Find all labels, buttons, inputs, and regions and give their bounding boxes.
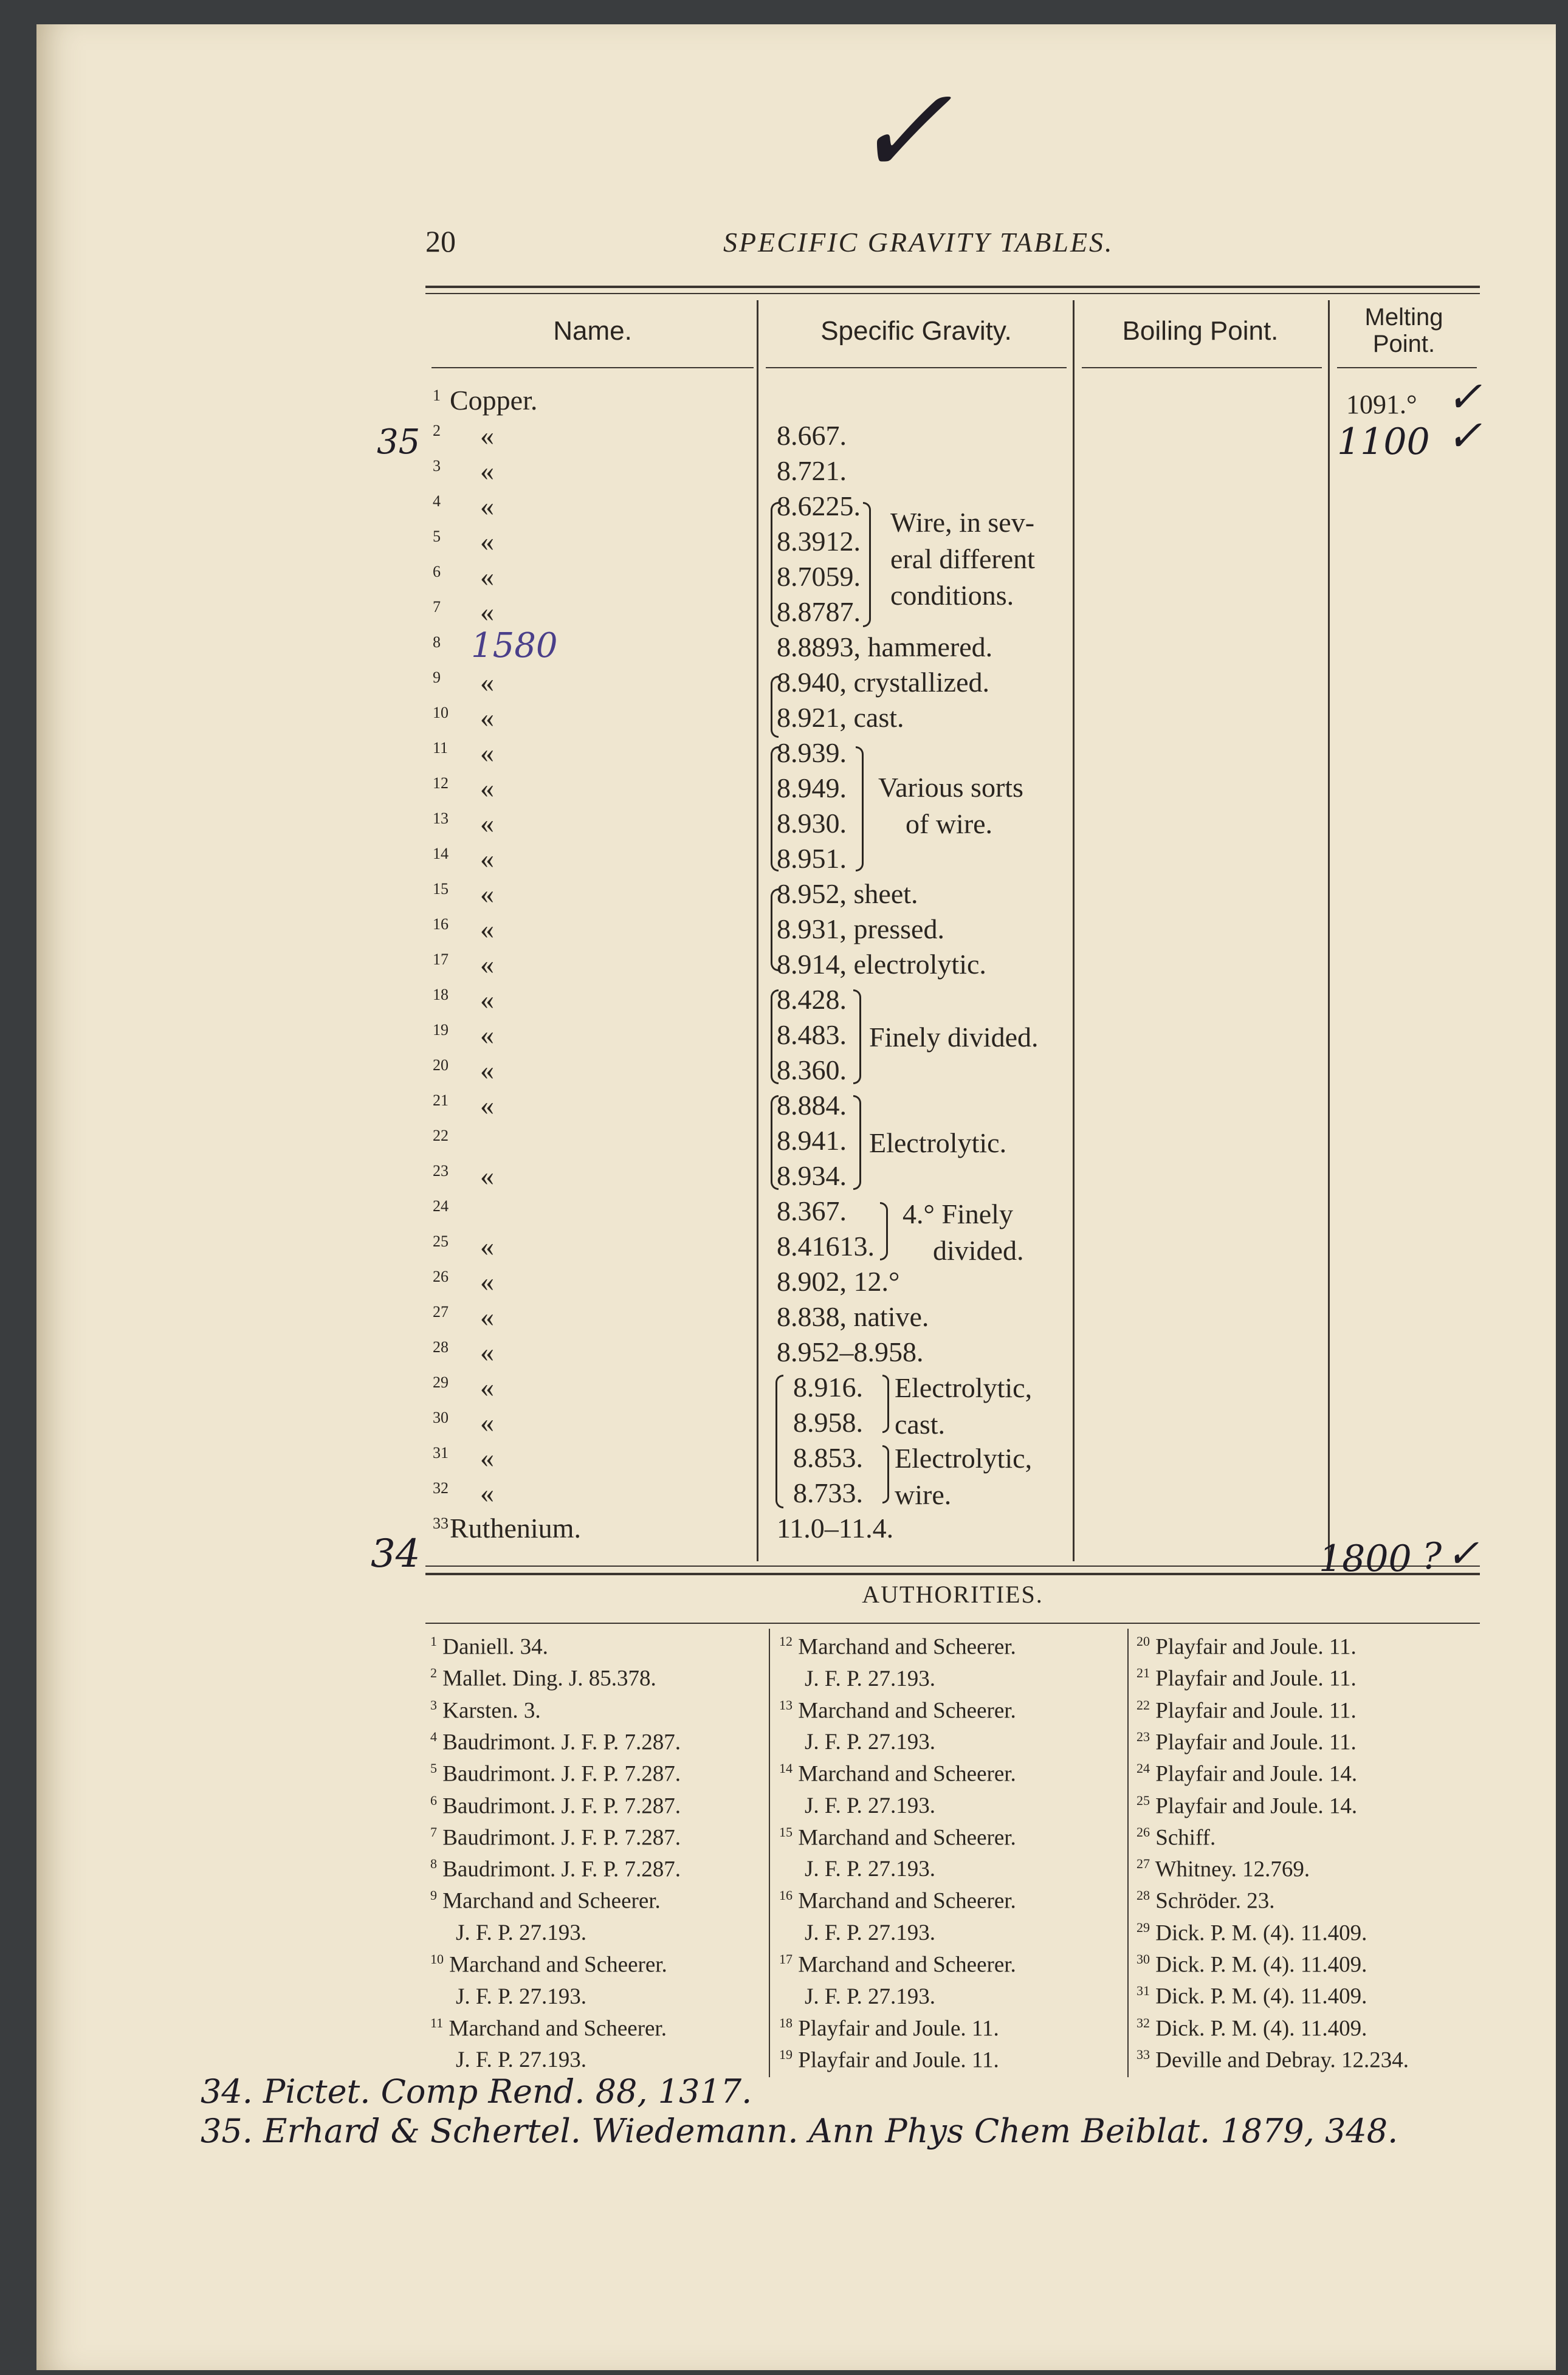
authority-text: Playfair and Joule. 11. bbox=[1155, 1697, 1357, 1723]
authority-text: Baudrimont. J. F. P. 7.287. bbox=[442, 1730, 681, 1755]
authority-text: Marchand and Scheerer. bbox=[798, 1697, 1016, 1723]
row-specific-gravity: 8.483. bbox=[777, 1019, 847, 1050]
authority-entry bbox=[779, 1888, 1016, 1914]
authority-number: 18 bbox=[779, 2015, 793, 2030]
row-number: 13 bbox=[433, 809, 449, 827]
authority-entry bbox=[1136, 1856, 1310, 1882]
row-specific-gravity: 8.930. bbox=[777, 808, 847, 839]
row-number: 32 bbox=[433, 1479, 449, 1497]
authority-text: Marchand and Scheerer. bbox=[442, 1888, 661, 1914]
row-number: 5 bbox=[433, 528, 441, 545]
row-name: « bbox=[480, 1160, 494, 1191]
row-name: « bbox=[480, 878, 494, 909]
header-underline-2 bbox=[766, 367, 1067, 368]
authority-number: 11 bbox=[430, 2015, 444, 2030]
authority-number: 1 bbox=[430, 1634, 437, 1649]
authorities-divider-1 bbox=[769, 1629, 770, 2077]
authority-text: Playfair and Joule. 11. bbox=[798, 2047, 999, 2073]
row-name: « bbox=[480, 1054, 494, 1085]
authority-entry bbox=[779, 1856, 935, 1882]
authority-text: Marchand and Scheerer. bbox=[798, 1825, 1016, 1851]
authority-entry bbox=[1136, 1824, 1216, 1851]
row-specific-gravity: 8.958. bbox=[793, 1407, 863, 1438]
row-name: « bbox=[480, 1372, 494, 1403]
authority-number: 28 bbox=[1136, 1888, 1150, 1903]
authority-number: 24 bbox=[1136, 1761, 1150, 1776]
row-name: « bbox=[480, 984, 494, 1015]
authority-text: Dick. P. M. (4). 11.409. bbox=[1155, 1920, 1367, 1946]
note-four-deg-finely: 4.° Finely divided. bbox=[903, 1198, 1024, 1266]
brace-right-1 bbox=[863, 502, 871, 627]
authority-text: J. F. P. 27.193. bbox=[805, 1984, 935, 2009]
authority-number: 5 bbox=[430, 1761, 437, 1776]
authority-entry bbox=[430, 2015, 667, 2041]
header-underline-1 bbox=[432, 367, 754, 368]
note-electrolytic: Electrolytic. bbox=[869, 1127, 1007, 1158]
mp-copper: 1091.° bbox=[1346, 390, 1417, 419]
authority-number: 13 bbox=[779, 1697, 793, 1713]
authority-entry bbox=[779, 2015, 999, 2041]
handwritten-row8-note: 1580 bbox=[471, 626, 558, 665]
handwritten-mp-1800: 1800 bbox=[1319, 1538, 1412, 1580]
authority-number: 17 bbox=[779, 1951, 793, 1967]
row-number: 24 bbox=[433, 1197, 449, 1215]
row-name: « bbox=[480, 667, 494, 698]
row-specific-gravity: 8.952–8.958. bbox=[777, 1336, 924, 1367]
authority-entry bbox=[1136, 1729, 1357, 1755]
brace-left-1 bbox=[771, 502, 779, 627]
row-name: « bbox=[480, 596, 494, 627]
authority-entry bbox=[430, 1983, 586, 2009]
note-electrolytic-wire: Electrolytic, wire. bbox=[895, 1443, 1033, 1510]
authority-text: Baudrimont. J. F. P. 7.287. bbox=[442, 1761, 681, 1787]
authority-entry bbox=[430, 1793, 681, 1819]
brace-left-5 bbox=[771, 989, 779, 1084]
authority-entry bbox=[779, 1634, 1016, 1660]
authority-text: Dick. P. M. (4). 11.409. bbox=[1155, 1984, 1367, 2009]
row-number: 16 bbox=[433, 915, 449, 933]
authority-entry bbox=[1136, 1697, 1357, 1724]
authority-number: 33 bbox=[1136, 2046, 1150, 2062]
authority-text: J. F. P. 27.193. bbox=[805, 1666, 935, 1691]
row-name: Ruthenium. bbox=[450, 1513, 581, 1544]
authority-entry bbox=[779, 1697, 1016, 1724]
authority-text: Mallet. Ding. J. 85.378. bbox=[442, 1666, 656, 1691]
authority-entry bbox=[779, 1824, 1016, 1851]
row-name: « bbox=[480, 1477, 494, 1508]
row-name: « bbox=[480, 1442, 494, 1473]
authority-text: Baudrimont. J. F. P. 7.287. bbox=[442, 1825, 681, 1851]
brace-right-9 bbox=[882, 1445, 889, 1504]
row-specific-gravity: 8.667. bbox=[777, 420, 847, 451]
authority-entry bbox=[430, 1856, 681, 1882]
row-number: 9 bbox=[433, 669, 441, 686]
authority-text: J. F. P. 27.193. bbox=[456, 2047, 586, 2073]
handwritten-mp-1100: 1100 bbox=[1337, 421, 1430, 463]
authority-entry bbox=[430, 1634, 548, 1660]
authority-entry bbox=[1136, 1951, 1367, 1978]
row-number: 17 bbox=[433, 950, 449, 968]
row-name: « bbox=[480, 420, 494, 451]
authority-text: Playfair and Joule. 11. bbox=[1155, 1730, 1357, 1755]
handwritten-margin-34: 34 bbox=[371, 1531, 421, 1576]
authority-text: J. F. P. 27.193. bbox=[805, 1857, 935, 1882]
row-specific-gravity: 8.367. bbox=[777, 1195, 847, 1226]
handwritten-footnote-35: 35. Erhard & Schertel. Wiedemann. Ann Phys Chem Beiblat. 1879, 348. bbox=[201, 2112, 1398, 2150]
row-number: 11 bbox=[433, 739, 449, 757]
row-specific-gravity: 8.853. bbox=[793, 1442, 863, 1473]
check-mark-icon: ✓ bbox=[1446, 1531, 1479, 1576]
row-specific-gravity: 8.916. bbox=[793, 1372, 863, 1403]
authority-number: 29 bbox=[1136, 1919, 1150, 1935]
row-number: 12 bbox=[433, 774, 449, 792]
row-number: 26 bbox=[433, 1268, 449, 1285]
authority-number: 14 bbox=[779, 1761, 793, 1776]
check-mark-icon: ✓ bbox=[851, 61, 953, 202]
authority-text: J. F. P. 27.193. bbox=[456, 1984, 586, 2009]
authority-entry bbox=[430, 1697, 541, 1724]
row-specific-gravity: 8.8787. bbox=[777, 596, 861, 627]
authority-number: 2 bbox=[430, 1665, 437, 1681]
column-divider-1 bbox=[757, 300, 758, 1561]
authority-entry bbox=[430, 1920, 586, 1946]
table-top-rule bbox=[425, 286, 1480, 288]
column-divider-3 bbox=[1328, 300, 1330, 1561]
authority-entry bbox=[779, 1665, 935, 1691]
authority-entry bbox=[430, 1888, 661, 1914]
row-number: 10 bbox=[433, 704, 449, 721]
row-specific-gravity: 8.428. bbox=[777, 984, 847, 1015]
brace-right-8 bbox=[882, 1375, 889, 1433]
authority-entry bbox=[779, 1951, 1016, 1978]
authority-text: Baudrimont. J. F. P. 7.287. bbox=[442, 1793, 681, 1818]
authority-entry bbox=[779, 2047, 999, 2073]
authority-text: Marchand and Scheerer. bbox=[449, 2015, 667, 2041]
authority-entry bbox=[1136, 1920, 1367, 1946]
authority-number: 9 bbox=[430, 1888, 437, 1903]
row-name: « bbox=[480, 526, 494, 557]
authority-text: Schröder. 23. bbox=[1155, 1888, 1275, 1914]
authority-entry bbox=[1136, 1634, 1357, 1660]
handwritten-margin-35: 35 bbox=[377, 422, 421, 462]
row-specific-gravity: 11.0–11.4. bbox=[777, 1513, 894, 1544]
page-number: 20 bbox=[425, 224, 456, 258]
authority-number: 27 bbox=[1136, 1856, 1150, 1872]
row-name: « bbox=[480, 843, 494, 874]
authority-text: Playfair and Joule. 11. bbox=[1155, 1634, 1357, 1660]
row-specific-gravity: 8.949. bbox=[777, 772, 847, 803]
authorities-rule bbox=[425, 1623, 1480, 1624]
authority-number: 6 bbox=[430, 1792, 437, 1808]
brace-right-3 bbox=[856, 746, 864, 871]
running-title: SPECIFIC GRAVITY TABLES. bbox=[723, 227, 1114, 258]
col-header-name: Name. bbox=[553, 316, 632, 346]
authority-number: 26 bbox=[1136, 1824, 1150, 1840]
row-number: 27 bbox=[433, 1303, 449, 1321]
authority-number: 8 bbox=[430, 1856, 437, 1872]
row-specific-gravity: 8.952, sheet. bbox=[777, 878, 918, 909]
row-specific-gravity: 8.721. bbox=[777, 455, 847, 486]
header-underline-4 bbox=[1337, 367, 1477, 368]
row-name: « bbox=[480, 1407, 494, 1438]
brace-right-5 bbox=[853, 989, 861, 1084]
column-divider-2 bbox=[1073, 300, 1075, 1561]
authority-number: 4 bbox=[430, 1728, 437, 1744]
row-number: 23 bbox=[433, 1162, 449, 1180]
row-specific-gravity: 8.921, cast. bbox=[777, 702, 904, 733]
row-number: 33 bbox=[433, 1514, 449, 1532]
row-number: 20 bbox=[433, 1056, 449, 1074]
row-number: 4 bbox=[433, 492, 441, 510]
authority-text: Marchand and Scheerer. bbox=[798, 1761, 1016, 1787]
authority-number: 25 bbox=[1136, 1792, 1150, 1808]
row-specific-gravity: 8.6225. bbox=[777, 490, 861, 521]
row-specific-gravity: 8.884. bbox=[777, 1090, 847, 1121]
row-specific-gravity: 8.940, crystallized. bbox=[777, 667, 990, 698]
authority-entry bbox=[1136, 2047, 1409, 2073]
row-name: « bbox=[480, 1336, 494, 1367]
authority-entry bbox=[1136, 1761, 1357, 1787]
row-name: « bbox=[480, 1301, 494, 1332]
authority-number: 7 bbox=[430, 1824, 437, 1840]
authority-entry bbox=[1136, 1793, 1357, 1819]
note-finely-divided: Finely divided. bbox=[869, 1022, 1039, 1053]
header-underline-3 bbox=[1082, 367, 1322, 368]
authority-number: 21 bbox=[1136, 1665, 1150, 1681]
row-number: 28 bbox=[433, 1338, 449, 1356]
authority-text: Deville and Debray. 12.234. bbox=[1155, 2047, 1409, 2073]
row-name: « bbox=[480, 702, 494, 733]
brace-right-7 bbox=[880, 1202, 888, 1260]
row-specific-gravity: 8.934. bbox=[777, 1160, 847, 1191]
row-name: « bbox=[480, 949, 494, 980]
authority-text: Playfair and Joule. 14. bbox=[1155, 1793, 1358, 1818]
row-number: 1 bbox=[433, 387, 441, 404]
row-name: « bbox=[480, 490, 494, 521]
row-name: « bbox=[480, 913, 494, 944]
authority-text: Playfair and Joule. 11. bbox=[1155, 1666, 1357, 1691]
row-number: 31 bbox=[433, 1444, 449, 1462]
authority-text: J. F. P. 27.193. bbox=[805, 1920, 935, 1946]
authority-number: 23 bbox=[1136, 1728, 1150, 1744]
authority-text: Marchand and Scheerer. bbox=[798, 1634, 1016, 1660]
row-number: 18 bbox=[433, 986, 449, 1003]
brace-right-6 bbox=[853, 1095, 861, 1190]
authority-entry bbox=[430, 1951, 667, 1978]
authority-text: Whitney. 12.769. bbox=[1155, 1857, 1310, 1882]
authority-text: Marchand and Scheerer. bbox=[798, 1888, 1016, 1914]
col-header-mp: Melting Point. bbox=[1364, 304, 1443, 357]
authorities-divider-2 bbox=[1127, 1629, 1129, 2077]
authority-number: 3 bbox=[430, 1697, 437, 1713]
authority-entry bbox=[779, 1920, 935, 1946]
authority-entry bbox=[430, 1824, 681, 1851]
authority-entry bbox=[430, 2047, 586, 2073]
check-mark-icon: ✓ bbox=[1446, 372, 1482, 422]
row-specific-gravity: 8.733. bbox=[793, 1477, 863, 1508]
row-number: 21 bbox=[433, 1091, 449, 1109]
authority-text: Dick. P. M. (4). 11.409. bbox=[1155, 1952, 1367, 1978]
note-various-wire: Various sorts of wire. bbox=[878, 772, 1023, 839]
authority-number: 10 bbox=[430, 1951, 444, 1967]
row-specific-gravity: 8.951. bbox=[777, 843, 847, 874]
brace-left-3 bbox=[771, 746, 779, 871]
authority-text: J. F. P. 27.193. bbox=[805, 1793, 935, 1818]
row-specific-gravity: 8.914, electrolytic. bbox=[777, 949, 986, 980]
note-wire-several: Wire, in sev- eral different conditions. bbox=[890, 507, 1035, 611]
row-name: « bbox=[480, 1090, 494, 1121]
row-name: « bbox=[480, 1019, 494, 1050]
row-name: « bbox=[480, 561, 494, 592]
authority-entry bbox=[779, 1983, 935, 2009]
authority-text: J. F. P. 27.193. bbox=[456, 1920, 586, 1946]
row-number: 30 bbox=[433, 1409, 449, 1426]
brace-left-2 bbox=[771, 676, 779, 738]
row-number: 6 bbox=[433, 563, 441, 580]
row-number: 22 bbox=[433, 1127, 449, 1144]
authority-entry bbox=[779, 1793, 935, 1819]
table-top-rule-2 bbox=[425, 293, 1480, 294]
authority-entry bbox=[1136, 2015, 1367, 2041]
row-specific-gravity: 8.7059. bbox=[777, 561, 861, 592]
authority-number: 16 bbox=[779, 1888, 793, 1903]
authority-entry bbox=[1136, 1888, 1275, 1914]
authority-entry bbox=[430, 1761, 681, 1787]
authority-number: 30 bbox=[1136, 1951, 1150, 1967]
row-name: « bbox=[480, 1231, 494, 1262]
authority-number: 15 bbox=[779, 1824, 793, 1840]
row-specific-gravity: 8.902, 12.° bbox=[777, 1266, 900, 1297]
row-specific-gravity: 8.41613. bbox=[777, 1231, 875, 1262]
authority-number: 12 bbox=[779, 1634, 793, 1649]
col-header-bp: Boiling Point. bbox=[1122, 316, 1279, 346]
authority-entry bbox=[1136, 1665, 1357, 1691]
handwritten-footnote-34: 34. Pictet. Comp Rend. 88, 1317. bbox=[201, 2072, 752, 2111]
row-specific-gravity: 8.838, native. bbox=[777, 1301, 929, 1332]
row-specific-gravity: 8.8893, hammered. bbox=[777, 631, 993, 662]
authority-text: Dick. P. M. (4). 11.409. bbox=[1155, 2015, 1367, 2041]
row-name: « bbox=[480, 808, 494, 839]
authority-number: 20 bbox=[1136, 1634, 1150, 1649]
authority-text: Marchand and Scheerer. bbox=[449, 1952, 667, 1978]
row-number: 25 bbox=[433, 1232, 449, 1250]
row-number: 3 bbox=[433, 457, 441, 475]
brace-left-4 bbox=[771, 888, 779, 971]
brace-left-8 bbox=[775, 1375, 783, 1508]
row-specific-gravity: 8.360. bbox=[777, 1054, 847, 1085]
authority-number: 31 bbox=[1136, 1983, 1150, 1999]
authority-text: Playfair and Joule. 11. bbox=[798, 2015, 999, 2041]
authority-entry bbox=[430, 1729, 681, 1755]
note-electrolytic-cast: Electrolytic, cast. bbox=[895, 1372, 1033, 1440]
row-name: « bbox=[480, 772, 494, 803]
row-number: 8 bbox=[433, 633, 441, 651]
row-number: 19 bbox=[433, 1021, 449, 1039]
col-header-sg: Specific Gravity. bbox=[820, 316, 1012, 346]
authority-text: Baudrimont. J. F. P. 7.287. bbox=[442, 1857, 681, 1882]
authority-text: J. F. P. 27.193. bbox=[805, 1730, 935, 1755]
authority-entry bbox=[430, 1665, 656, 1691]
row-name: Copper. bbox=[450, 385, 538, 416]
row-number: 14 bbox=[433, 845, 449, 862]
row-name: « bbox=[480, 455, 494, 486]
row-number: 29 bbox=[433, 1373, 449, 1391]
row-number: 15 bbox=[433, 880, 449, 898]
authority-text: Schiff. bbox=[1155, 1825, 1216, 1851]
check-mark-icon: ✓ bbox=[1446, 411, 1482, 461]
row-number: 7 bbox=[433, 598, 441, 616]
authority-text: Karsten. 3. bbox=[442, 1697, 541, 1723]
row-specific-gravity: 8.3912. bbox=[777, 526, 861, 557]
brace-left-6 bbox=[771, 1095, 779, 1190]
authorities-title: AUTHORITIES. bbox=[862, 1581, 1044, 1608]
authority-number: 19 bbox=[779, 2046, 793, 2062]
row-name: « bbox=[480, 737, 494, 768]
authority-text: Marchand and Scheerer. bbox=[798, 1952, 1016, 1978]
authority-entry bbox=[779, 1761, 1016, 1787]
handwritten-question: ? bbox=[1422, 1535, 1442, 1578]
authority-entry bbox=[1136, 1983, 1367, 2009]
row-specific-gravity: 8.939. bbox=[777, 737, 847, 768]
row-specific-gravity: 8.931, pressed. bbox=[777, 913, 944, 944]
authority-number: 22 bbox=[1136, 1697, 1150, 1713]
authority-text: Daniell. 34. bbox=[442, 1634, 548, 1660]
authority-entry bbox=[779, 1729, 935, 1755]
authority-text: Playfair and Joule. 14. bbox=[1155, 1761, 1358, 1787]
row-specific-gravity: 8.941. bbox=[777, 1125, 847, 1156]
authority-number: 32 bbox=[1136, 2015, 1150, 2030]
row-number: 2 bbox=[433, 422, 441, 439]
row-name: « bbox=[480, 1266, 494, 1297]
